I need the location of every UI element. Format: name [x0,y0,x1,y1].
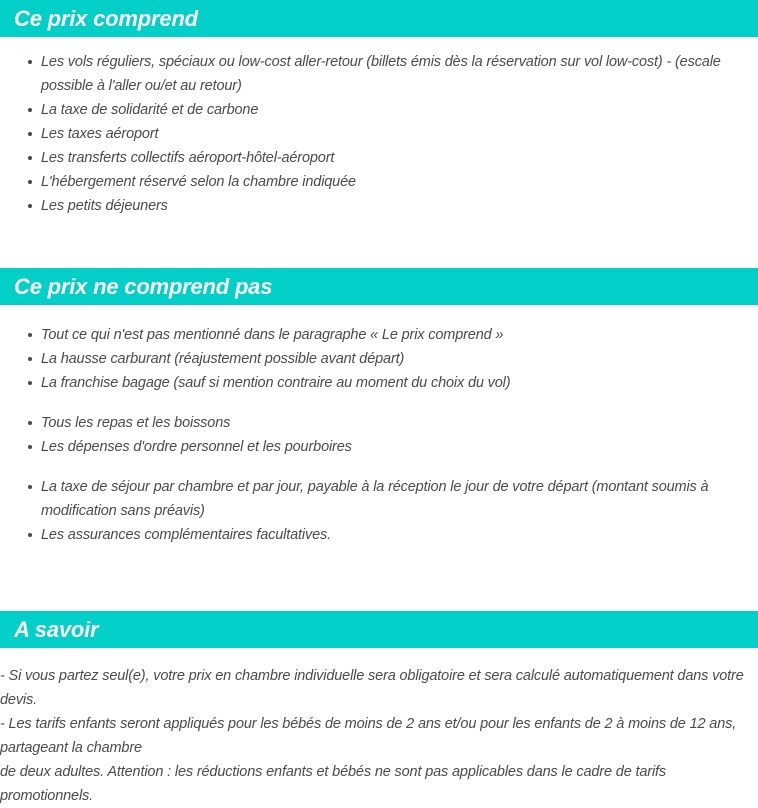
list-item: Les assurances complémentaires facultatives. [0,523,758,547]
list-item: Les petits déjeuners [0,194,758,218]
list-item: La hausse carburant (réajustement possible avant départ) [0,347,758,371]
list-item: L'hébergement réservé selon la chambre indiquée [0,170,758,194]
list-item: La taxe de séjour par chambre et par jour, payable à la réception le jour de votre départ (montant soumis à modification sans préavis) [0,475,758,523]
note-paragraph: - Si vous partez seul(e), votre prix en chambre individuelle sera obligatoire et sera calculé automatiquement dans votre devis. [0,668,744,708]
list-item: Tout ce qui n'est pas mentionné dans le paragraphe « Le prix comprend » [0,323,758,347]
list-item: La taxe de solidarité et de carbone [0,98,758,122]
list-item: Les transferts collectifs aéroport-hôtel-aéroport [0,146,758,170]
note-paragraph: de deux adultes. Attention : les réductions enfants et bébés ne sont pas applicables dans le cadre de tarifs promotionnels. [0,764,667,804]
list-item: Tous les repas et les boissons [0,411,758,435]
good-to-know-notes [0,648,758,808]
not-included-list [0,305,758,547]
note-paragraph: - Les tarifs enfants seront appliqués pour les bébés de moins de 2 ans et/ou pour les enfants de 2 à moins de 12 ans, partageant la chambre [0,716,737,756]
section-heading-not-included: Ce prix ne comprend pas [0,268,758,305]
section-spacer [0,218,758,268]
section-heading-included: Ce prix comprend [0,0,758,37]
list-item: Les taxes aéroport [0,122,758,146]
section-spacer [0,547,758,604]
list-item: Les dépenses d'ordre personnel et les pourboires [0,435,758,459]
band-top-gap [0,604,758,611]
list-item: La franchise bagage (sauf si mention contraire au moment du choix du vol) [0,371,758,395]
included-list [0,37,758,218]
section-heading-good-to-know: A savoir [0,611,758,648]
list-item: Les vols réguliers, spéciaux ou low-cost aller-retour (billets émis dès la réservation sur vol low-cost) - (escale possible à l'aller ou/et au retour) [0,50,758,98]
